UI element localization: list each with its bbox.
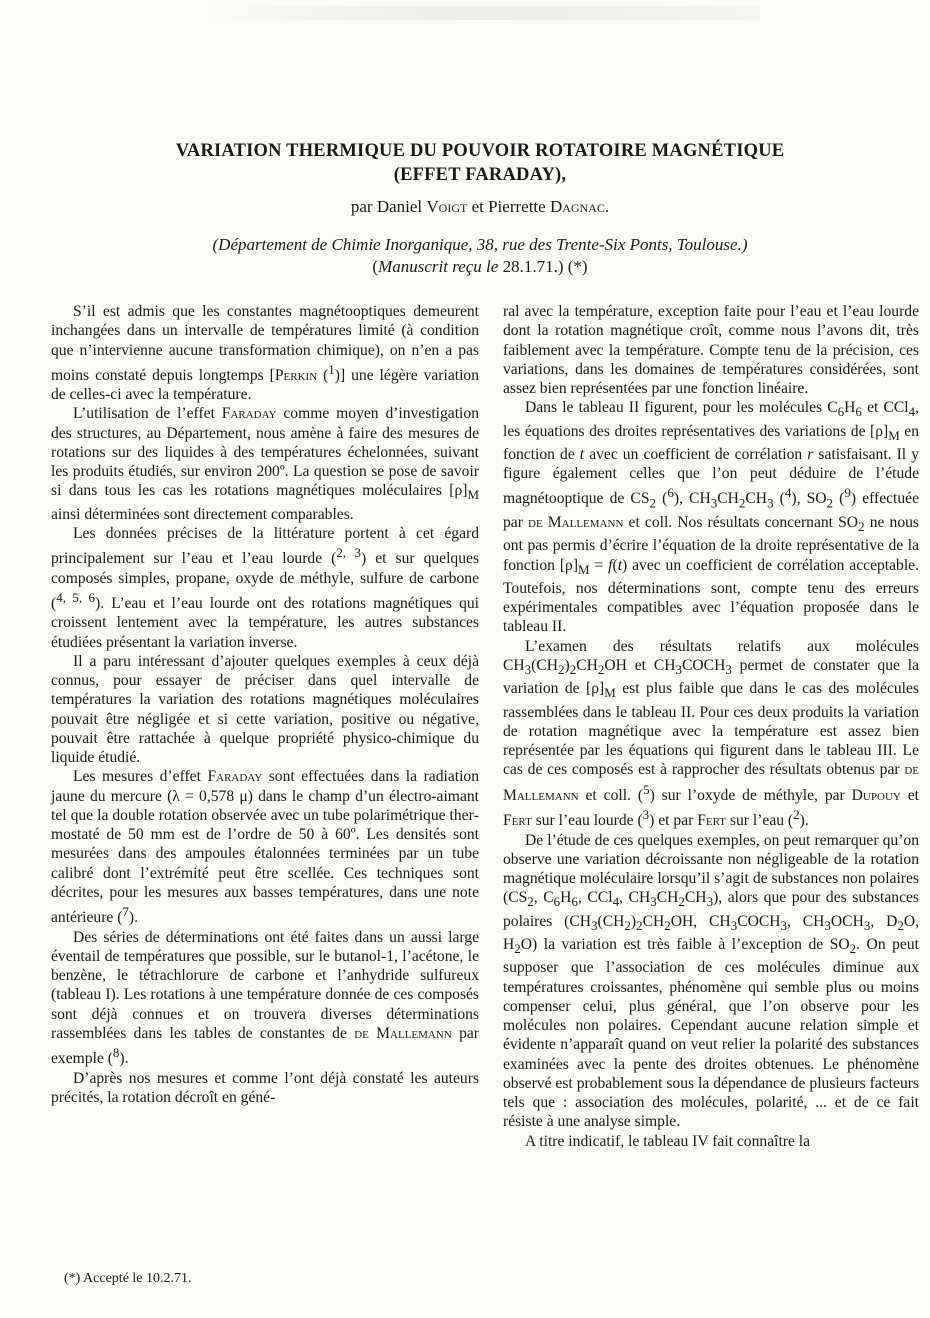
paragraph: Des séries de déterminations ont été faites dans un aussi large éventail de températures que possible, sur le butanol-1, l’acétone, le benzène, le tétrachlorure de carbone et l’anhydride sulfureux (tableau I). Les rotations à une température donnée de ces composés sont déjà connues et on trouvera diverses déterminations rassemblées dans les tables de constantes de de Mallemann par exemple ($^8$).: [51, 928, 479, 1068]
paragraph: A titre indicatif, le tableau IV fait connaître la: [525, 1132, 811, 1150]
paragraph: Les mesures d’effet Faraday sont effectuées dans la radiation jaune du mercure (λ = 0,578 μ) dans le champ d’un électro-aimant tel que la double rotation observée avec un tube polarimétrique thermostaté de 50 mm est de l’ordre de 50 à 60º. Les densités sont mesurées dans des ampoules étalonnées terminées par un tube calibré dont l’extrémité peut être scellée. Ces techniques sont décrites, pour les mesures aux basses températures, dans une note antérieure ($^7$).: [51, 768, 480, 927]
title-line-2: (EFFET FARADAY),: [393, 165, 567, 185]
paragraph: D’après nos mesures et comme l’ont déjà constaté les auteurs précités, la rotation décroît en géné-: [51, 1069, 479, 1106]
paragraph: Dans le tableau II figurent, pour les molécules $C_6H_6$ et CCl$_4$, les équations des droites représentatives des variations de $[\rho]_M$ en fonction de t avec un coefficient de corrélation r satisfaisant. Il y figure également celles que l’on peut déduire de l’étude magnétooptique de $CS_2$ ($^6$), $CH_3CH_2CH_3$ ($^4$), $SO_2$ ($^9$) effectuée par de Mallemann et coll. Nos résultats concernant $SO_2$ ne nous ont pas permis d’écrire l’équation de la droite représentative de la fonction $[\rho]_M = f(t)$ avec un coefficient de corrélation acceptable. Toutefois, nos déterminations sont, compte tenu des erreurs expérimentales compatibles avec l’équation proposée dans le tableau II.: [503, 399, 920, 636]
paragraph: S’il est admis que les constantes magnétooptiques demeurent inchangées dans un intervalle de températures limité (à condition que n’intervienne aucune transformation chimique), on n’en a pas moins constaté depuis longtemps [Perkin ($^1$)] une légère variation de celles-ci avec la température.: [51, 303, 480, 404]
byline-et: et Pierrette: [471, 197, 546, 216]
right-column: [503, 302, 919, 1151]
manuscript-date: 28.1.71.) (*): [502, 257, 588, 276]
paragraph: De l’étude de ces quelques exemples, on peut remarquer qu’on observe une variation décroissante non négligeable de la rotation magnétique moléculaire lorsqu’il s’agit de substances non polaires ($CS_2$, $C_6H_6$, CCl$_4$, $CH_3CH_2CH_3$), alors que pour des substances polaires ($CH_3(CH_2)_2CH_2OH$, $CH_3COCH_3$, $CH_3OCH_3$, $D_2O$, $H_2O$) la variation est très faible à l’exception de $SO_2$. On peut supposer que l’association de ces molécules diminue aux températures croissantes, phénomène qui semble plus ou moins compenser celui, plus général, que l’on observe pour les molécules non polaires. Cependant aucune relation simple et évidente n’apparaît quand on veut relier la polarité des substances examinées avec la pente des droites obtenues. Le phénomène observé est probablement sous la dépendance de plusieurs facteurs tels que : association des molécules, polarité, ... et de ce fait résiste à une analyse simple.: [503, 831, 919, 1131]
paragraph: ral avec la température, exception faite pour l’eau et l’eau lourde dont la rotation magnétique croît, comme nous l’avons dit, très faiblement avec la température. Compte tenu de la précision, ces variations, dans les domaines de températures considérées, sont assez bien représentées par une fonction linéaire.: [503, 303, 919, 397]
author-1-surname: Voigt: [426, 197, 468, 216]
paragraph: L’utilisation de l’effet Faraday comme moyen d’investigation des structures, au Département, nous amène à faire des mesures de rotations sur des liquides à des températures échelonnées, suivant les produits étudiés, sur environ 200º. La question se pose de savoir si dans tous les cas les rotations magnétiques moléculaires $[\rho]_M$ ainsi déterminées sont directement comparables.: [51, 405, 479, 523]
manuscript-label: Manuscrit reçu le: [378, 257, 499, 276]
footnote: (*) Accepté le 10.2.71.: [64, 1271, 192, 1286]
byline: [60, 196, 900, 218]
paragraph: Les données précises de la littérature portent à cet égard principalement sur l’eau et l’eau lourde ($^{2, 3}$) et sur quelques composés simples, propane, oxyde de méthyle, sulfure de carbone ($^{4, 5, 6}$). L’eau et l’eau lourde ont des rotations magnétiques qui croissent lentement avec la température, les autres substances étudiées présentant la variation inverse.: [51, 525, 480, 651]
faded-header-bleed: [200, 6, 760, 20]
byline-par: par Daniel: [350, 197, 423, 216]
author-2-surname: Dagnac.: [549, 197, 610, 216]
paragraph: Il a paru intéressant d’ajouter quelques exemples à ceux déjà connus, pour essayer de préciser dans quel intervalle de températures la variation des rotations magnétiques moléculaires pouvait être négligée et si cette variation, positive ou négative, pouvait être rattachée à quelque propriété physico-chimique du liquide étudié.: [51, 652, 479, 767]
title-line-1: VARIATION THERMIQUE DU POUVOIR ROTATOIRE MAGNÉTIQUE: [175, 141, 785, 161]
manuscript-received: [60, 256, 900, 278]
article-title: [60, 139, 900, 187]
manuscript-open-paren: (: [372, 257, 379, 276]
paragraph: L’examen des résultats relatifs aux molécules $CH_3(CH_2)_2CH_2OH$ et $CH_3COCH_3$ permet de constater que la variation de $[\rho]_M$ est plus faible que dans le cas des molécules rassemblées dans le tableau II. Pour ces deux produits la variation de rotation magnétique avec la température est assez bien représentée par les équations qui figurent dans le tableau III. Le cas de ces composés est à rapprocher des résultats obtenus par de Mallemann et coll. ($^5$) sur l’oxyde de méthyle, par Dupouy et Fert sur l’eau lourde ($^3$) et par Fert sur l’eau ($^2$).: [503, 637, 920, 830]
affiliation: (Département de Chimie Inorganique, 38, rue des Trente-Six Ponts, Toulouse.): [212, 235, 748, 254]
left-column: [51, 302, 479, 1107]
